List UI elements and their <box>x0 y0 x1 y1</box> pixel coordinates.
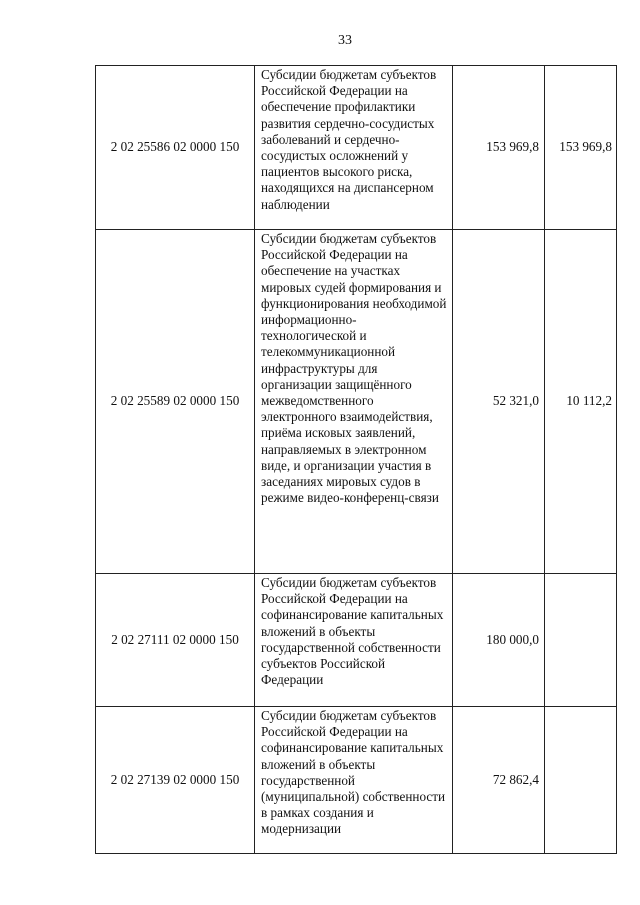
amount-cell-2 <box>545 707 617 854</box>
description-cell <box>255 574 453 707</box>
budget-code-cell: 2 02 27111 02 0000 150 <box>96 574 255 707</box>
table-row <box>96 707 617 854</box>
table-row <box>96 574 617 707</box>
description-text: Субсидии бюджетам субъектов Российской Федерации на обеспечение на участках мировых судей формирования и функционирования необходимой информационно-технологической и телекоммуникационной инфраструктуры для организации защищённого межведомственного электронного взаимодействия, приёма исковых заявлений, направляемых в электронном виде, и организации участия в заседаниях мировых судов в режиме видео-конференц-связи <box>261 231 447 506</box>
amount-cell: 180 000,0 <box>453 574 545 707</box>
budget-table <box>95 65 617 854</box>
table-row <box>96 230 617 574</box>
description-cell <box>255 707 453 854</box>
budget-code-cell: 2 02 25589 02 0000 150 <box>96 230 255 574</box>
description-cell <box>255 230 453 574</box>
description-text: Субсидии бюджетам субъектов Российской Федерации на софинансирование капитальных вложений в объекты государственной (муниципальной) собственности в рамках создания и модернизации <box>261 708 446 837</box>
amount-cell-2: 10 112,2 <box>545 230 617 574</box>
description-text: Субсидии бюджетам субъектов Российской Федерации на обеспечение профилактики развития сердечно-сосудистых заболеваний и сердечно-сосудистых осложнений у пациентов высокого риска, находящихся на диспансерном наблюдении <box>261 67 437 212</box>
budget-code-cell: 2 02 25586 02 0000 150 <box>96 66 255 230</box>
amount-cell: 72 862,4 <box>453 707 545 854</box>
amount-cell-2 <box>545 574 617 707</box>
amount-cell: 153 969,8 <box>453 66 545 230</box>
page-number: 33 <box>338 33 352 48</box>
description-text: Субсидии бюджетам субъектов Российской Федерации на софинансирование капитальных вложений в объекты государственной собственности субъектов Российской Федерации <box>261 575 444 688</box>
budget-code-cell: 2 02 27139 02 0000 150 <box>96 707 255 854</box>
description-cell <box>255 66 453 230</box>
amount-cell-2: 153 969,8 <box>545 66 617 230</box>
table-row <box>96 66 617 230</box>
amount-cell: 52 321,0 <box>453 230 545 574</box>
